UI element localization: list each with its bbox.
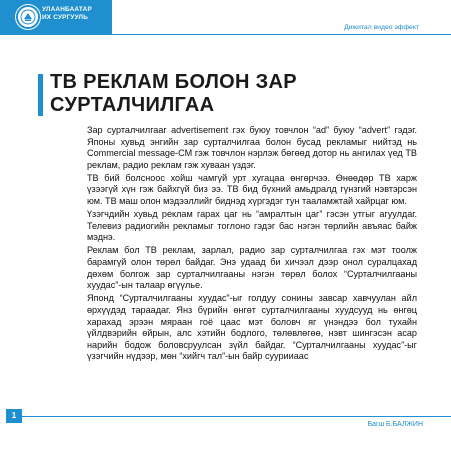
paragraph: Японд “Сурталчилгааны хуудас”-ыг голдуу сонины завсар хавчуулан айл өрхүүдэд тараадаг. Янз бүрийн өнгөт сурталчилгааны хуудсууд нь өнгөц харахад эрээн мяраан гоё цаас мэт боловч яг үнэндээ бол тухайн үйлдвэрийн өйрын, алс хэтийн бодлого, төлөвлөгөө, нэвт шингэсэн асар нарийн бодож боловсруулсан зүйл байдаг. “Сурталчилгааны хуудас”-ыг үзэгчийн нүдээр, мөн “хийгч тал”-ын байр суурииаас xyxy=(87,293,417,362)
page-title: ТВ РЕКЛАМ БОЛОН ЗАР СУРТАЛЧИЛГАА xyxy=(50,71,297,116)
paragraph: Реклам бол ТВ реклам, зарлал, радио зар сурталчилгаа гэх мэт тоолж барамгүй олон төрөл байдаг. Энэ удаад би хичээл дээр онол суралцахад дөхөм болгож зар сурталчилгааны нэгэн төрөл болох “Сурталчилгааны хуудас”-ын талаар өгүүлье. xyxy=(87,245,417,291)
logo-line-2: ИХ СУРГУУЛЬ xyxy=(42,14,89,21)
paragraph: Зар сурталчилгааг advertisement гэх буюу товчлон “ad” буюу “advert” гэдэг. Японы хувьд энгийн зар сурталчилгаа болон бусад рекламыг нийтэд нь Commercial message-CM гэж товчлон нэрлэж бөгөөд дотор нь ангилах үед ТВ реклам, радио реклам гэж хуваан үздэг. xyxy=(87,125,417,170)
department-label: Дизайны тэнхим xyxy=(46,24,98,31)
author-label: Багш Б.БАЛЖИН xyxy=(367,421,423,428)
header-divider xyxy=(0,34,451,35)
paragraph: Үзэгчдийн хувьд реклам гарах цаг нь “амралтын цаг” гэсэн утгыг агуулдаг. Телевиз радиогийн рекламыг тоглоно гэдэг бас нэгэн төрлийн авъяас байж мэднэ. xyxy=(87,209,417,243)
university-emblem-icon xyxy=(16,5,40,29)
university-name xyxy=(42,6,92,22)
article-body xyxy=(87,125,417,364)
course-label: Дижитал видео эффект xyxy=(344,24,419,31)
paragraph: ТВ бий болсноос хойш чамгүй урт хугацаа өнгөрчээ. Өнөөдөр ТВ харж үзээгүй хүн гэж байхгүй биз ээ. ТВ бид бүхний амьдралд гүнзгий нэвтэрсэн юм. ТВ маш олон мэдээллийг биднэд хүргэдэг тун тааламжтай хайрцаг юм. xyxy=(87,172,417,207)
title-accent-bar xyxy=(38,74,43,116)
page-header xyxy=(0,0,451,36)
footer-divider xyxy=(22,416,451,417)
logo-line-1: УЛААНБААТАР xyxy=(42,6,92,13)
page-number: 1 xyxy=(6,409,22,423)
